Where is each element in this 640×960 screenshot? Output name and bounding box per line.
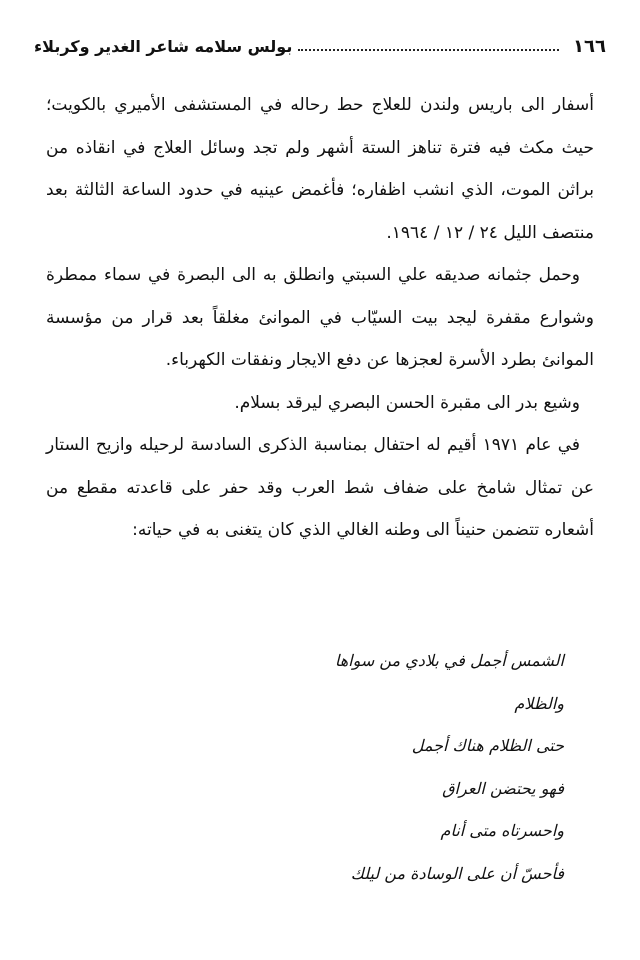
poem-line: والظلام: [514, 693, 564, 713]
poem-line: واحسرتاه متى أنام: [440, 821, 564, 840]
paragraph: وحمل جثمانه صديقه علي السبتي وانطلق به الى البصرة في سماء ممطرة وشوارع مقفرة ليجد بيت السيّاب في الموانئ مغلقاً بعد قرار من مؤسسة الموانئ بطرد الأسرة لعجزها عن دفع الايجار ونفقات الكهرباء.: [46, 265, 594, 370]
paragraph: في عام ١٩٧١ أقيم له احتفال بمناسبة الذكرى السادسة لرحيله وازيح الستار عن تمثال شامخ على ضفاف شط العرب وقد حفر على قاعدته مقطع من أشعاره تتضمن حنيناً الى وطنه الغالي الذي كان يتغنى به في حياته:: [46, 435, 594, 540]
paragraph: أسفار الى باريس ولندن للعلاج حط رحاله في المستشفى الأميري بالكويت؛ حيث مكث فيه فترة تناهز الستة أشهر ولم تجد وسائل العلاج في انقاذه من براثن الموت، الذي انشب اظفاره؛ فأغمض عينيه في حدود الساعة الثالثة بعد منتصف الليل ٢٤ / ١٢ / ١٩٦٤.: [46, 95, 594, 243]
paragraph: وشيع بدر الى مقبرة الحسن البصري ليرقد بسلام.: [234, 392, 580, 413]
page-header: [34, 30, 606, 62]
poem-excerpt: [144, 640, 564, 895]
poem-line: فهو يحتضن العراق: [442, 778, 564, 798]
poem-line: فأحسّ أن على الوسادة من ليلك: [350, 863, 564, 883]
running-title: بولس سلامه شاعر الغدير وكربلاء: [34, 36, 293, 56]
dotted-leader: [298, 49, 559, 51]
poem-line: حتى الظلام هناك أجمل: [411, 736, 564, 755]
page-number: ١٦٦: [573, 35, 606, 57]
poem-line: الشمس أجمل في بلادي من سواها: [334, 651, 564, 670]
body-text: [46, 84, 594, 552]
